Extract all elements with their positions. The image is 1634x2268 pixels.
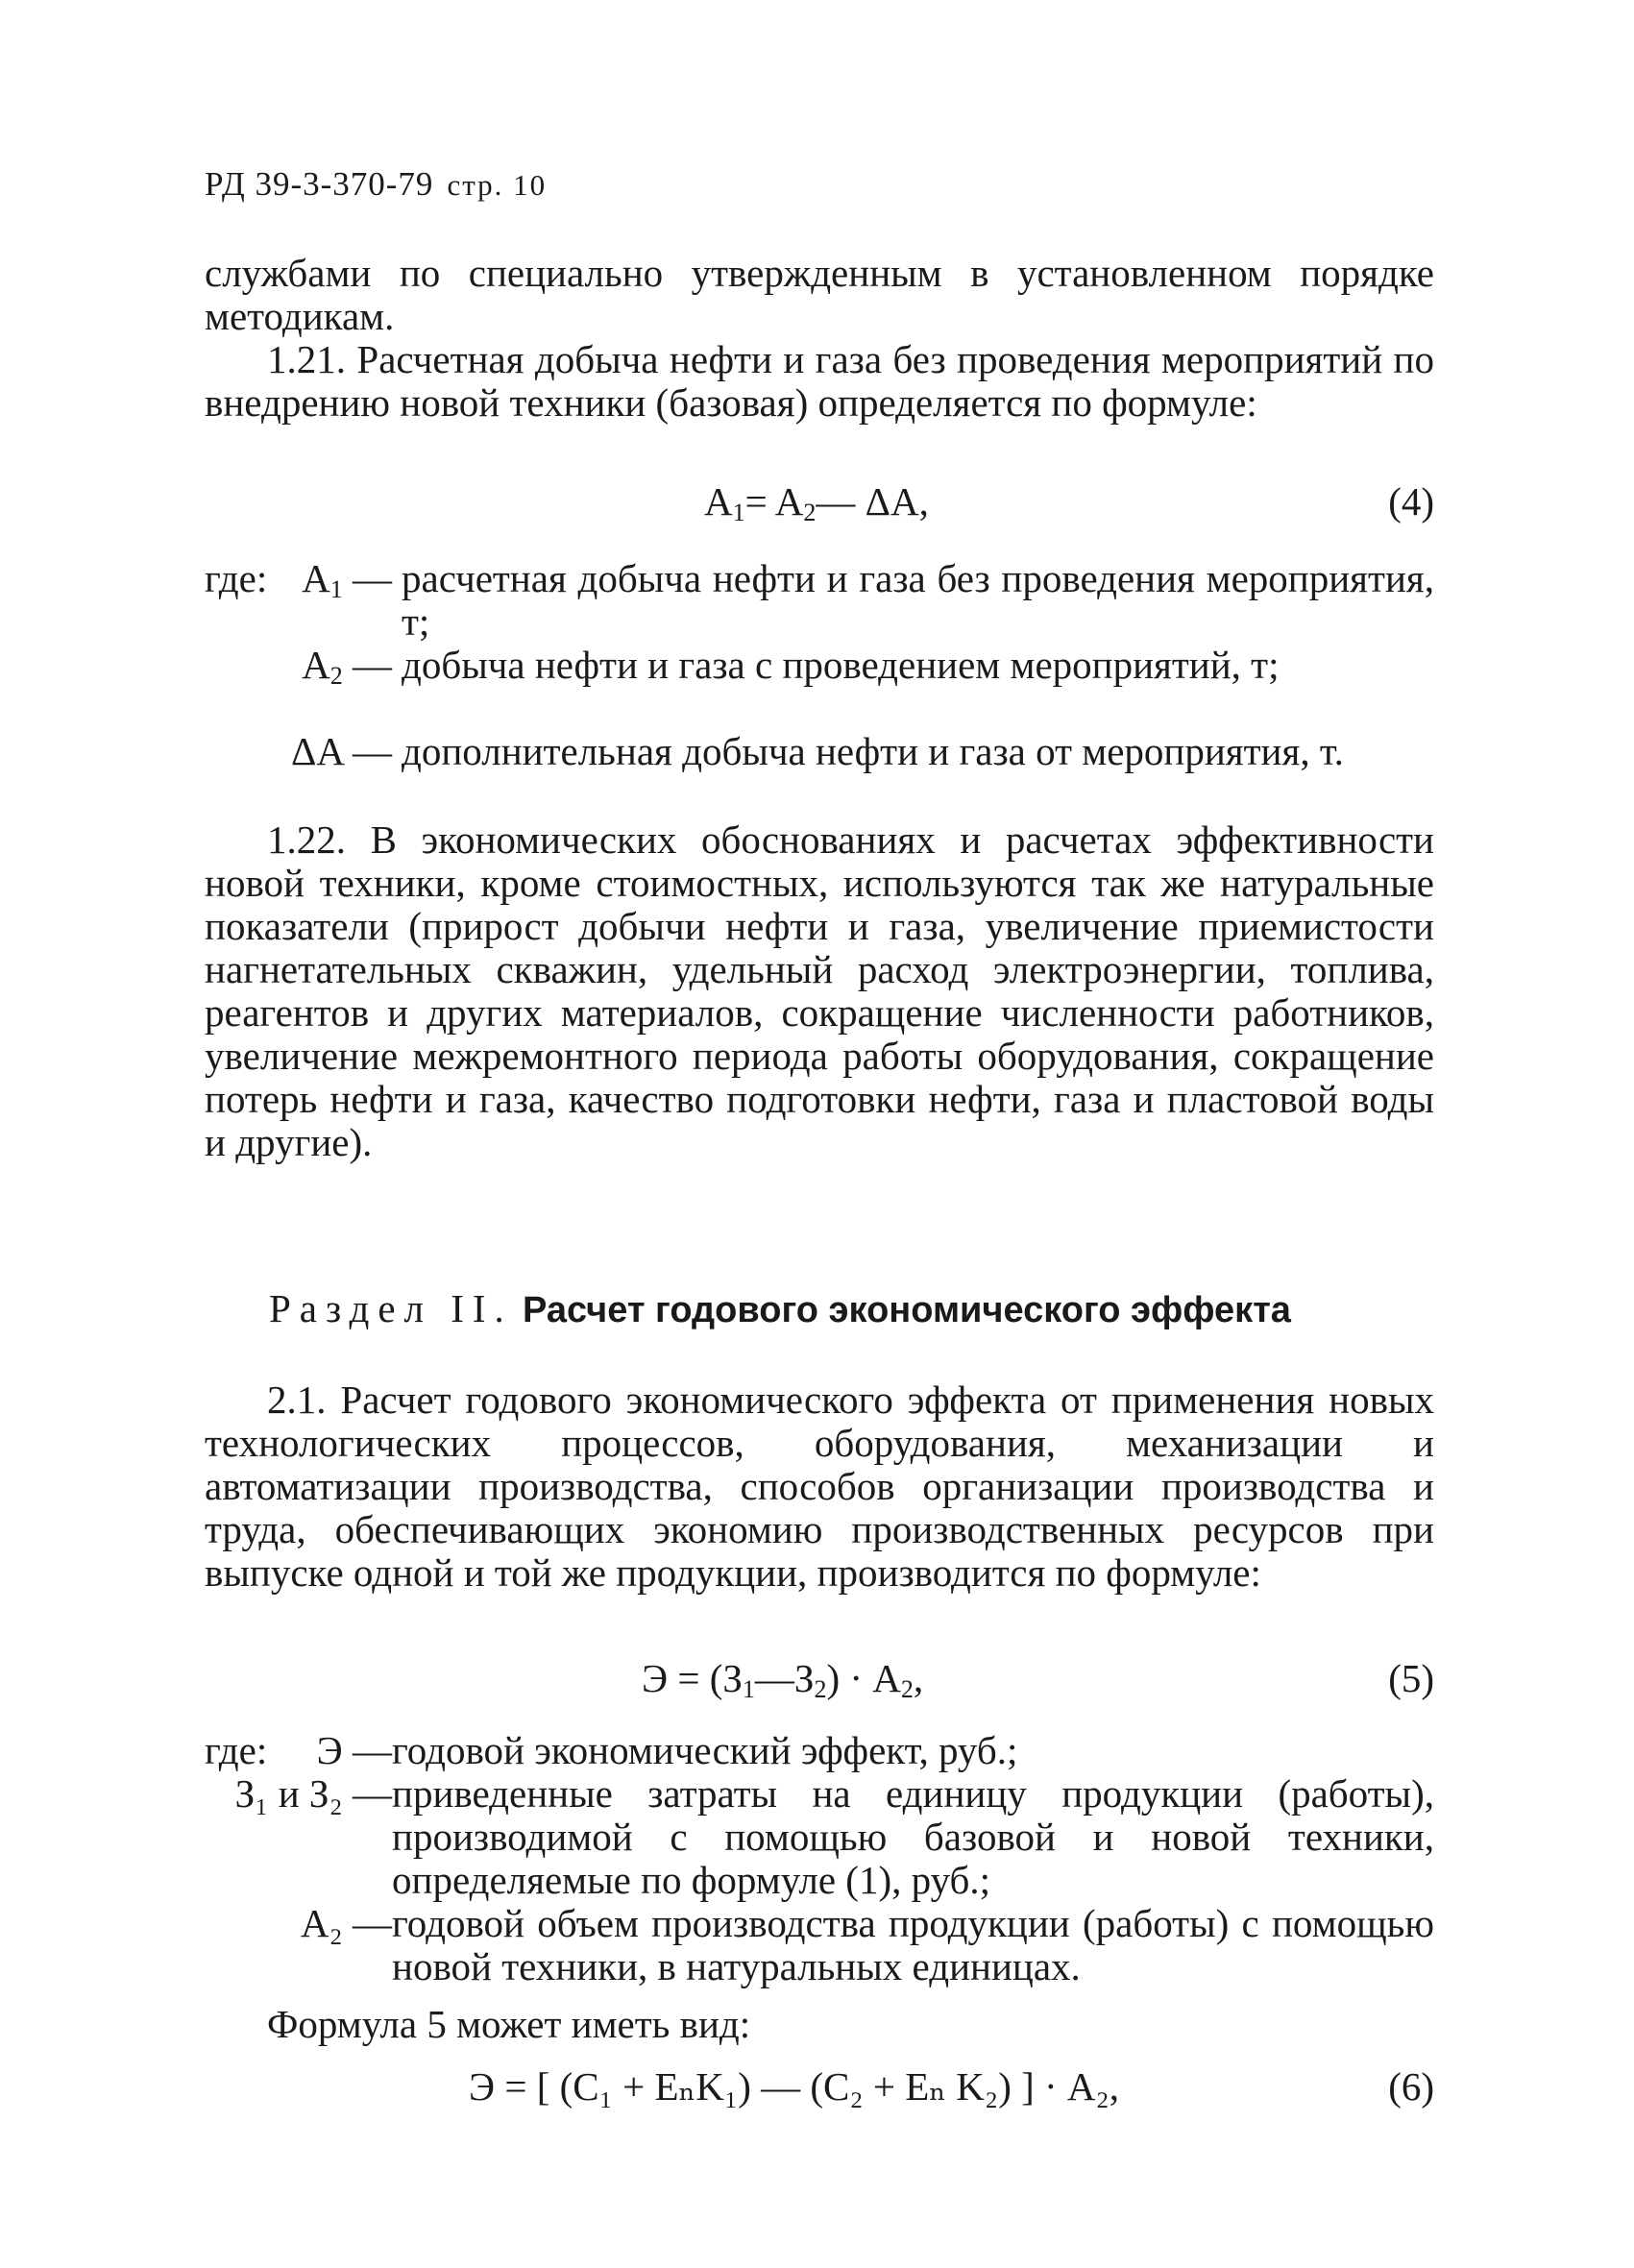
definition-term: Э —: [316, 1728, 392, 1772]
formula-6: [205, 2065, 1434, 2113]
definition-text: добыча нефти и газа с проведением мероприятий, т;: [402, 643, 1280, 687]
definition-term: $A_1$ —: [302, 556, 392, 603]
document-id: РД 39-3-370-79: [205, 165, 434, 203]
definition-term: $A_2$ —: [302, 643, 392, 690]
formula-4-expression: $A_1=$ $A_2—$ ΔA,: [704, 479, 929, 526]
formula-6-number: (6): [1388, 2064, 1434, 2109]
definition-text: годовой экономический эффект, руб.;: [392, 1728, 1018, 1772]
formula-4-number: (4): [1388, 479, 1434, 524]
definition-term: ΔA —: [291, 729, 392, 773]
definition-text: расчетная добыча нефти и газа без проведения мероприятия, т;: [402, 556, 1434, 644]
continuation-paragraph: службами по специально утвержденным в установленном порядке методикам.: [205, 251, 1434, 338]
definitions-lead: где:: [205, 1728, 268, 1772]
formula-5-expression: $Э = (З_1—З_2) \cdot A_2$,: [642, 1656, 924, 1703]
clause-2-1: 2.1. Расчет годового экономического эффекта от применения новых технологических процессов, оборудования, механизации и автоматизации производства, способов организации производства и труда, обеспечивающих экономию производственных ресурсов при выпуске одной и той же продукции, производится по формуле:: [205, 1378, 1434, 1595]
formula-6-expression: Э = [ (C₁ + EₙK₁) — (C₂ + Eₙ K₂) ] · A₂,: [469, 2064, 1120, 2109]
formula-5: [205, 1657, 1434, 1705]
definition-term: A₂ —: [300, 1901, 392, 1945]
definition-text: годовой объем производства продукции (работы) с помощью новой техники, в натуральных единицах.: [392, 1901, 1434, 1988]
formula-5-number: (5): [1388, 1656, 1434, 1700]
definition-term: З₁ и З₂ —: [234, 1771, 392, 1816]
section-heading: [269, 1287, 1291, 1332]
page-number: стр. 10: [447, 168, 548, 202]
formula-5-note: Формула 5 может иметь вид:: [267, 2002, 751, 2046]
section-label: Раздел II.: [269, 1286, 513, 1330]
clause-1-22: 1.22. В экономических обоснованиях и расчетах эффективности новой техники, кроме стоимостных, используются так же натуральные показатели (прирост добычи нефти и газа, увеличение приемистости нагнетательных скважин, удельный расход электроэнергии, топлива, реагентов и других материалов, сокращение численности работников, увеличение межремонтного периода работы оборудования, сокращение потерь нефти и газа, качество подготовки нефти, газа и пластовой воды и другие).: [205, 817, 1434, 1164]
page-header: [205, 165, 547, 204]
formula-5-definitions: [205, 1729, 1434, 2008]
definition-text: дополнительная добыча нефти и газа от мероприятия, т.: [402, 729, 1344, 773]
formula-4: [205, 480, 1434, 528]
clause-1-21: 1.21. Расчетная добыча нефти и газа без проведения мероприятий по внедрению новой техники (базовая) определяется по формуле:: [205, 337, 1434, 425]
definition-text: приведенные затраты на единицу продукции (работы), производимой с помощью базовой и новой техники, определяемые по формуле (1), руб.;: [392, 1771, 1434, 1902]
definitions-lead: где:: [205, 556, 268, 600]
formula-4-definitions: [205, 557, 1434, 817]
section-title: Расчет годового экономического эффекта: [523, 1290, 1291, 1330]
